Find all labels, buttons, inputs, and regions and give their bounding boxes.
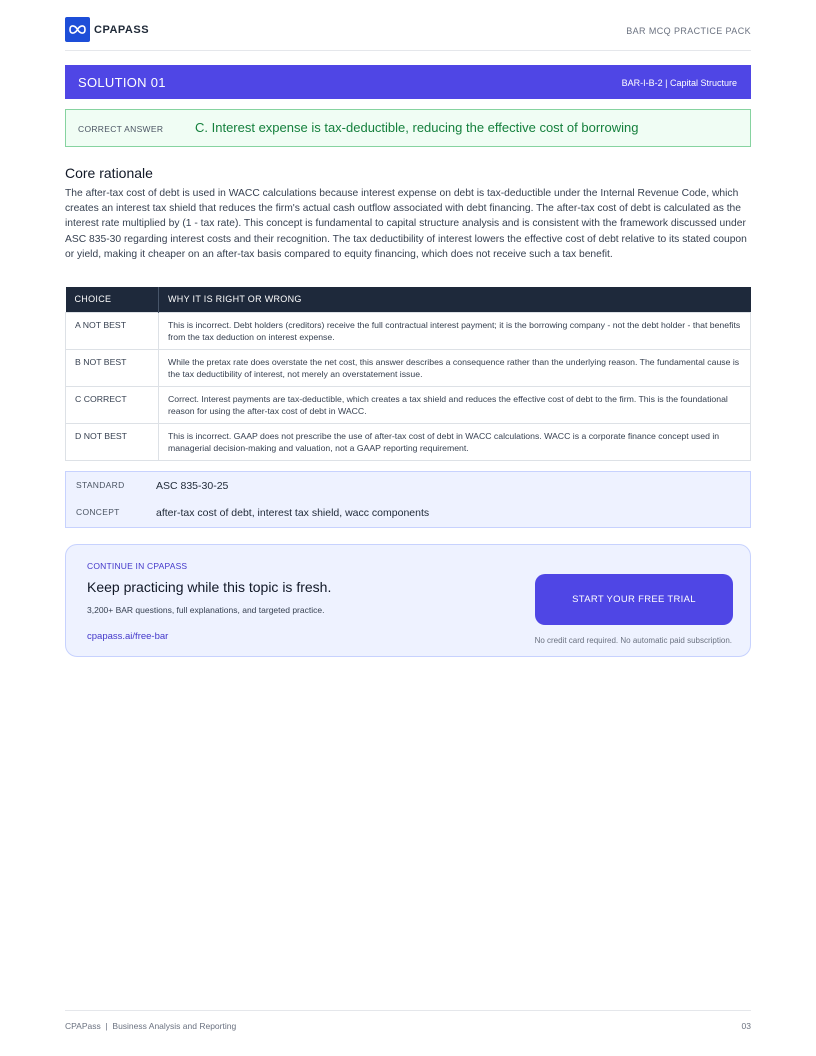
choice-cell: D NOT BEST — [66, 423, 159, 460]
choice-table — [65, 287, 751, 461]
standard-value: ASC 835-30-25 — [156, 480, 229, 492]
page-footer — [65, 1010, 751, 1032]
cta-kicker: CONTINUE IN CPAPASS — [87, 561, 188, 571]
cta-headline: Keep practicing while this topic is fresh. — [87, 579, 332, 595]
rationale-title: Core rationale — [65, 165, 153, 181]
cta-note: No credit card required. No automatic paid subscription. — [534, 636, 732, 645]
choice-cell: B NOT BEST — [66, 349, 159, 386]
footer-text: CPAPass | Business Analysis and Reporting — [65, 1021, 237, 1031]
table-row — [66, 386, 751, 423]
correct-answer-box — [65, 109, 751, 147]
column-header-choice: CHOICE — [66, 287, 159, 312]
concept-label: CONCEPT — [76, 507, 120, 517]
start-free-trial-button[interactable]: START YOUR FREE TRIAL — [535, 574, 733, 625]
table-row — [66, 312, 751, 349]
concept-value: after-tax cost of debt, interest tax shield, wacc components — [156, 507, 430, 519]
brand-name: CPAPASS — [94, 24, 150, 36]
page-number: 03 — [741, 1021, 751, 1031]
solution-title: SOLUTION 01 — [78, 75, 166, 90]
solution-bar — [65, 65, 751, 99]
solution-code: BAR-I-B-2 | Capital Structure — [621, 78, 737, 88]
correct-answer-text: C. Interest expense is tax-deductible, reducing the effective cost of borrowing — [195, 120, 639, 135]
reason-cell: This is incorrect. Debt holders (creditors) receive the full contractual interest payment; it is the borrowing company - not the debt holder - that benefits from the tax deduction on interest expense. — [159, 312, 751, 349]
cta-panel — [65, 544, 751, 657]
cta-subtext: 3,200+ BAR questions, full explanations, and targeted practice. — [87, 605, 325, 615]
choice-cell: C CORRECT — [66, 386, 159, 423]
cta-link[interactable]: cpapass.ai/free-bar — [87, 631, 169, 642]
reason-cell: While the pretax rate does overstate the net cost, this answer describes a consequence rather than the underlying reason. The fundamental cause is the tax deductibility of interest, not merely an overstatement issue. — [159, 349, 751, 386]
column-header-reason: WHY IT IS RIGHT OR WRONG — [159, 287, 751, 312]
table-row — [66, 423, 751, 460]
rationale-body: The after-tax cost of debt is used in WACC calculations because interest expense on debt is tax-deductible under the Internal Revenue Code, which creates an interest tax shield that reduces the firm's actual cash outflow associated with debt financing. The after-tax cost of debt is calculated as the interest rate multiplied by (1 - tax rate). This concept is fundamental to capital structure analysis and is consistent with the framework discussed under ASC 835-30 regarding interest costs and their recognition. The tax deductibility of interest lowers the effective cost of debt relative to its stated coupon or yield, making it cheaper on an after-tax basis compared to equity financing, which does not receive such a tax benefit. — [65, 188, 747, 260]
page-header — [65, 17, 751, 51]
infinity-icon — [68, 24, 87, 35]
table-row — [66, 349, 751, 386]
reason-cell: Correct. Interest payments are tax-deductible, which creates a tax shield and reduces the effective cost of debt to the firm. This is the foundational reason for using the after-tax cost of debt in WACC. — [159, 386, 751, 423]
pack-label: BAR MCQ PRACTICE PACK — [626, 26, 751, 36]
choice-cell: A NOT BEST — [66, 312, 159, 349]
table-header-row — [66, 287, 751, 312]
standard-label: STANDARD — [76, 480, 125, 490]
reference-box — [65, 471, 751, 528]
logo — [65, 17, 90, 42]
correct-answer-label: CORRECT ANSWER — [78, 124, 164, 134]
reason-cell: This is incorrect. GAAP does not prescribe the use of after-tax cost of debt in WACC calculations. WACC is a corporate finance concept used in managerial decision-making and valuation, not a GAAP reporting requirement. — [159, 423, 751, 460]
